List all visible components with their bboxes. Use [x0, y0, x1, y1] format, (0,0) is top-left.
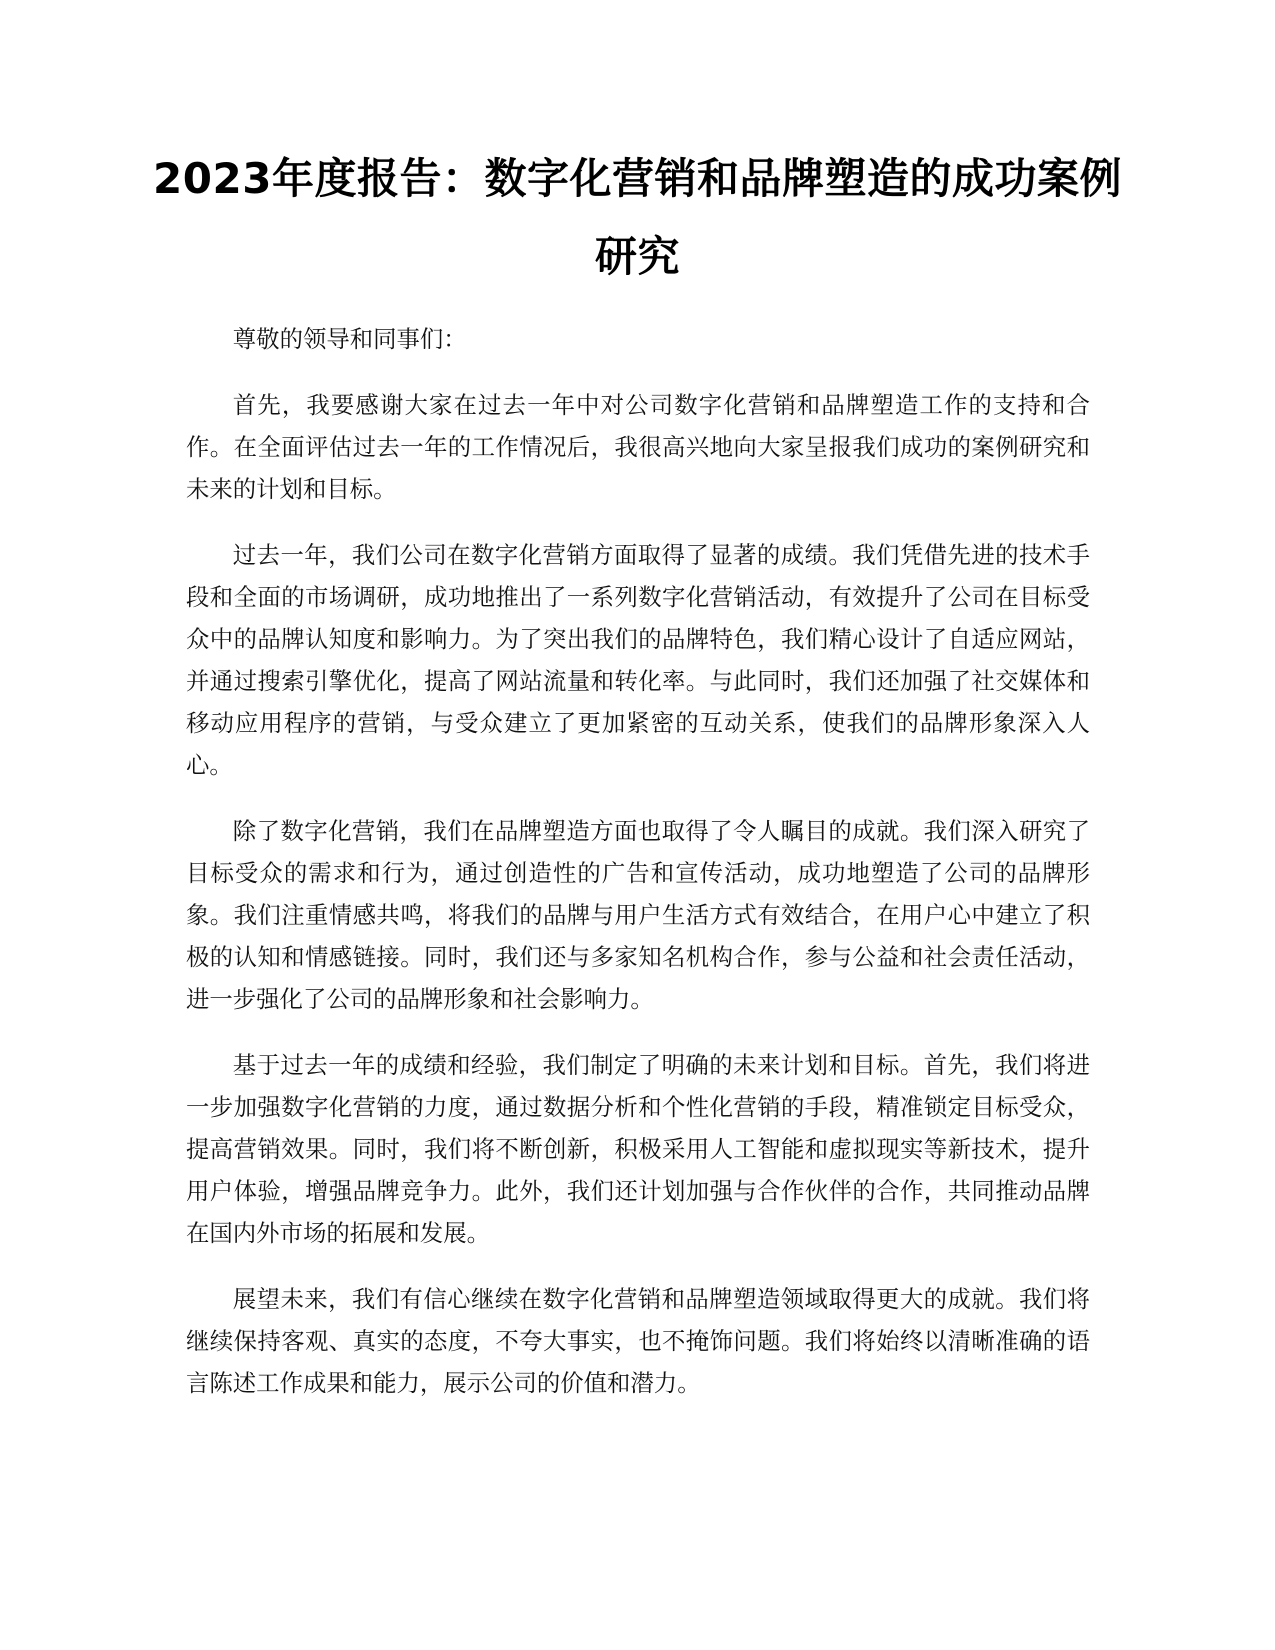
- document-body: [186, 318, 1090, 1428]
- paragraph-outlook: 展望未来，我们有信心继续在数字化营销和品牌塑造领域取得更大的成就。我们将继续保持客观、真实的态度，不夸大事实，也不掩饰问题。我们将始终以清晰准确的语言陈述工作成果和能力，展示公司的价值和潜力。: [186, 1285, 1090, 1397]
- paragraph-intro: 首先，我要感谢大家在过去一年中对公司数字化营销和品牌塑造工作的支持和合作。在全面评估过去一年的工作情况后，我很高兴地向大家呈报我们成功的案例研究和未来的计划和目标。: [186, 391, 1090, 503]
- paragraph-future-plans: 基于过去一年的成绩和经验，我们制定了明确的未来计划和目标。首先，我们将进一步加强数字化营销的力度，通过数据分析和个性化营销的手段，精准锁定目标受众，提高营销效果。同时，我们将不断创新，积极采用人工智能和虚拟现实等新技术，提升用户体验，增强品牌竞争力。此外，我们还计划加强与合作伙伴的合作，共同推动品牌在国内外市场的拓展和发展。: [186, 1051, 1090, 1247]
- document-title: 2023年度报告：数字化营销和品牌塑造的成功案例研究: [153, 154, 1122, 281]
- paragraph-digital-marketing: 过去一年，我们公司在数字化营销方面取得了显著的成绩。我们凭借先进的技术手段和全面的市场调研，成功地推出了一系列数字化营销活动，有效提升了公司在目标受众中的品牌认知度和影响力。为了突出我们的品牌特色，我们精心设计了自适应网站，并通过搜索引擎优化，提高了网站流量和转化率。与此同时，我们还加强了社交媒体和移动应用程序的营销，与受众建立了更加紧密的互动关系，使我们的品牌形象深入人心。: [186, 541, 1090, 779]
- paragraph-salutation: 尊敬的领导和同事们：: [232, 325, 467, 353]
- paragraph-brand-building: 除了数字化营销，我们在品牌塑造方面也取得了令人瞩目的成就。我们深入研究了目标受众的需求和行为，通过创造性的广告和宣传活动，成功地塑造了公司的品牌形象。我们注重情感共鸣，将我们的品牌与用户生活方式有效结合，在用户心中建立了积极的认知和情感链接。同时，我们还与多家知名机构合作，参与公益和社会责任活动，进一步强化了公司的品牌形象和社会影响力。: [186, 817, 1090, 1013]
